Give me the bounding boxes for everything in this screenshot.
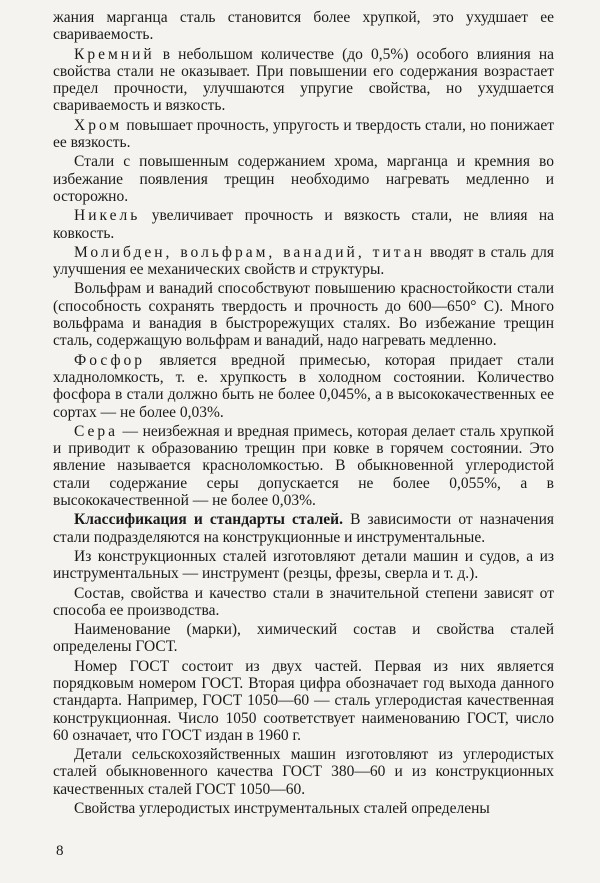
section-heading: Классификация и стандарты сталей. xyxy=(74,511,343,529)
paragraph-tungsten-vanadium: Вольфрам и ванадий способствуют повышению красностойкости стали (способность сохранять твердость и прочность до 600—650° С). Много вольфрама и ванадия в быстрорежущих сталях. Во избежание трещин сталь, содержащую вольфрам и ванадий, надо нагревать медленно. xyxy=(53,280,554,350)
paragraph-heating-note: Стали с повышенным содержанием хрома, марганца и кремния во избежание появления трещин необходимо нагревать медленно и осторожно. xyxy=(53,153,554,205)
paragraph-continuation: жания марганца сталь становится более хрупкой, это ухудшает ее свариваемость. xyxy=(53,9,554,44)
paragraph-nickel: Никель увеличивает прочность и вязкость стали, не влияя на ковкость. xyxy=(53,207,554,242)
paragraph-gost-number: Номер ГОСТ состоит из двух частей. Первая из них является порядковым номером ГОСТ. Вторая цифра обозначает год выхода данного стандарта. Например, ГОСТ 1050—60 — сталь углеродистая качественная конструкционная. Число 1050 соответствует наименованию ГОСТ, число 60 означает, что ГОСТ издан в 1960 г. xyxy=(53,657,554,744)
term-chromium: Хром xyxy=(74,116,123,134)
paragraph-gost-definition: Наименование (марки), химический состав и свойства сталей определены ГОСТ. xyxy=(53,621,554,656)
paragraph-tool-steels: Свойства углеродистых инструментальных сталей определены xyxy=(74,800,490,818)
paragraph-chromium: Хром повышает прочность, упругость и твердость стали, но понижает ее вязкость. xyxy=(53,116,554,152)
paragraph-production: Состав, свойства и качество стали в значительной степени зависят от способа ее производства. xyxy=(53,584,554,619)
term-nickel: Никель xyxy=(74,207,141,225)
term-phosphorus: Фосфор xyxy=(74,351,145,369)
term-silicon: Кремний xyxy=(74,45,155,63)
paragraph-classification: Классификация и стандарты сталей. В зависимости от назначения стали подразделяются на конструкционные и инструментальные. xyxy=(53,511,554,546)
paragraph-silicon: Кремний в небольшом количестве (до 0,5%) особого влияния на свойства стали не оказывает. При повышении его содержания возрастает предел прочности, улучшаются упругие свойства, но ухудшается свариваемость и вязкость. xyxy=(53,45,554,115)
term-sulfur: Сера xyxy=(74,422,119,440)
paragraph-structural-steels: Из конструкционных сталей изготовляют детали машин и судов, а из инструментальных — инструмент (резцы, фрезы, сверла и т. д.). xyxy=(53,547,554,583)
paragraph-agricultural-machines: Детали сельскохозяйственных машин изготовляют из углеродистых сталей обыкновенного качества ГОСТ 380—60 и из конструкционных качественных сталей ГОСТ 1050—60. xyxy=(53,746,554,798)
paragraph-phosphorus: Фосфор является вредной примесью, которая придает стали хладноломкость, т. е. хрупкость в холодном состоянии. Количество фосфора в стали должно быть не более 0,045%, а в высококачественных ее сортах — не более 0,03%. xyxy=(53,351,554,421)
paragraph-sulfur: Сера — неизбежная и вредная примесь, которая делает сталь хрупкой и приводит к образованию трещин при ковке в горячем состоянии. Это явление называется красноломкостью. В обыкновенной углеродистой стали содержание серы допускается не более 0,055%, а в высококачественной — не более 0,03%. xyxy=(53,422,554,510)
paragraph-alloying-elements: Молибден, вольфрам, ванадий, титан вводят в сталь для улучшения ее механических свойств и структуры. xyxy=(53,243,554,279)
page-number: 8 xyxy=(56,843,64,859)
term-alloying-elements: Молибден, вольфрам, ванадий, титан xyxy=(74,243,425,261)
